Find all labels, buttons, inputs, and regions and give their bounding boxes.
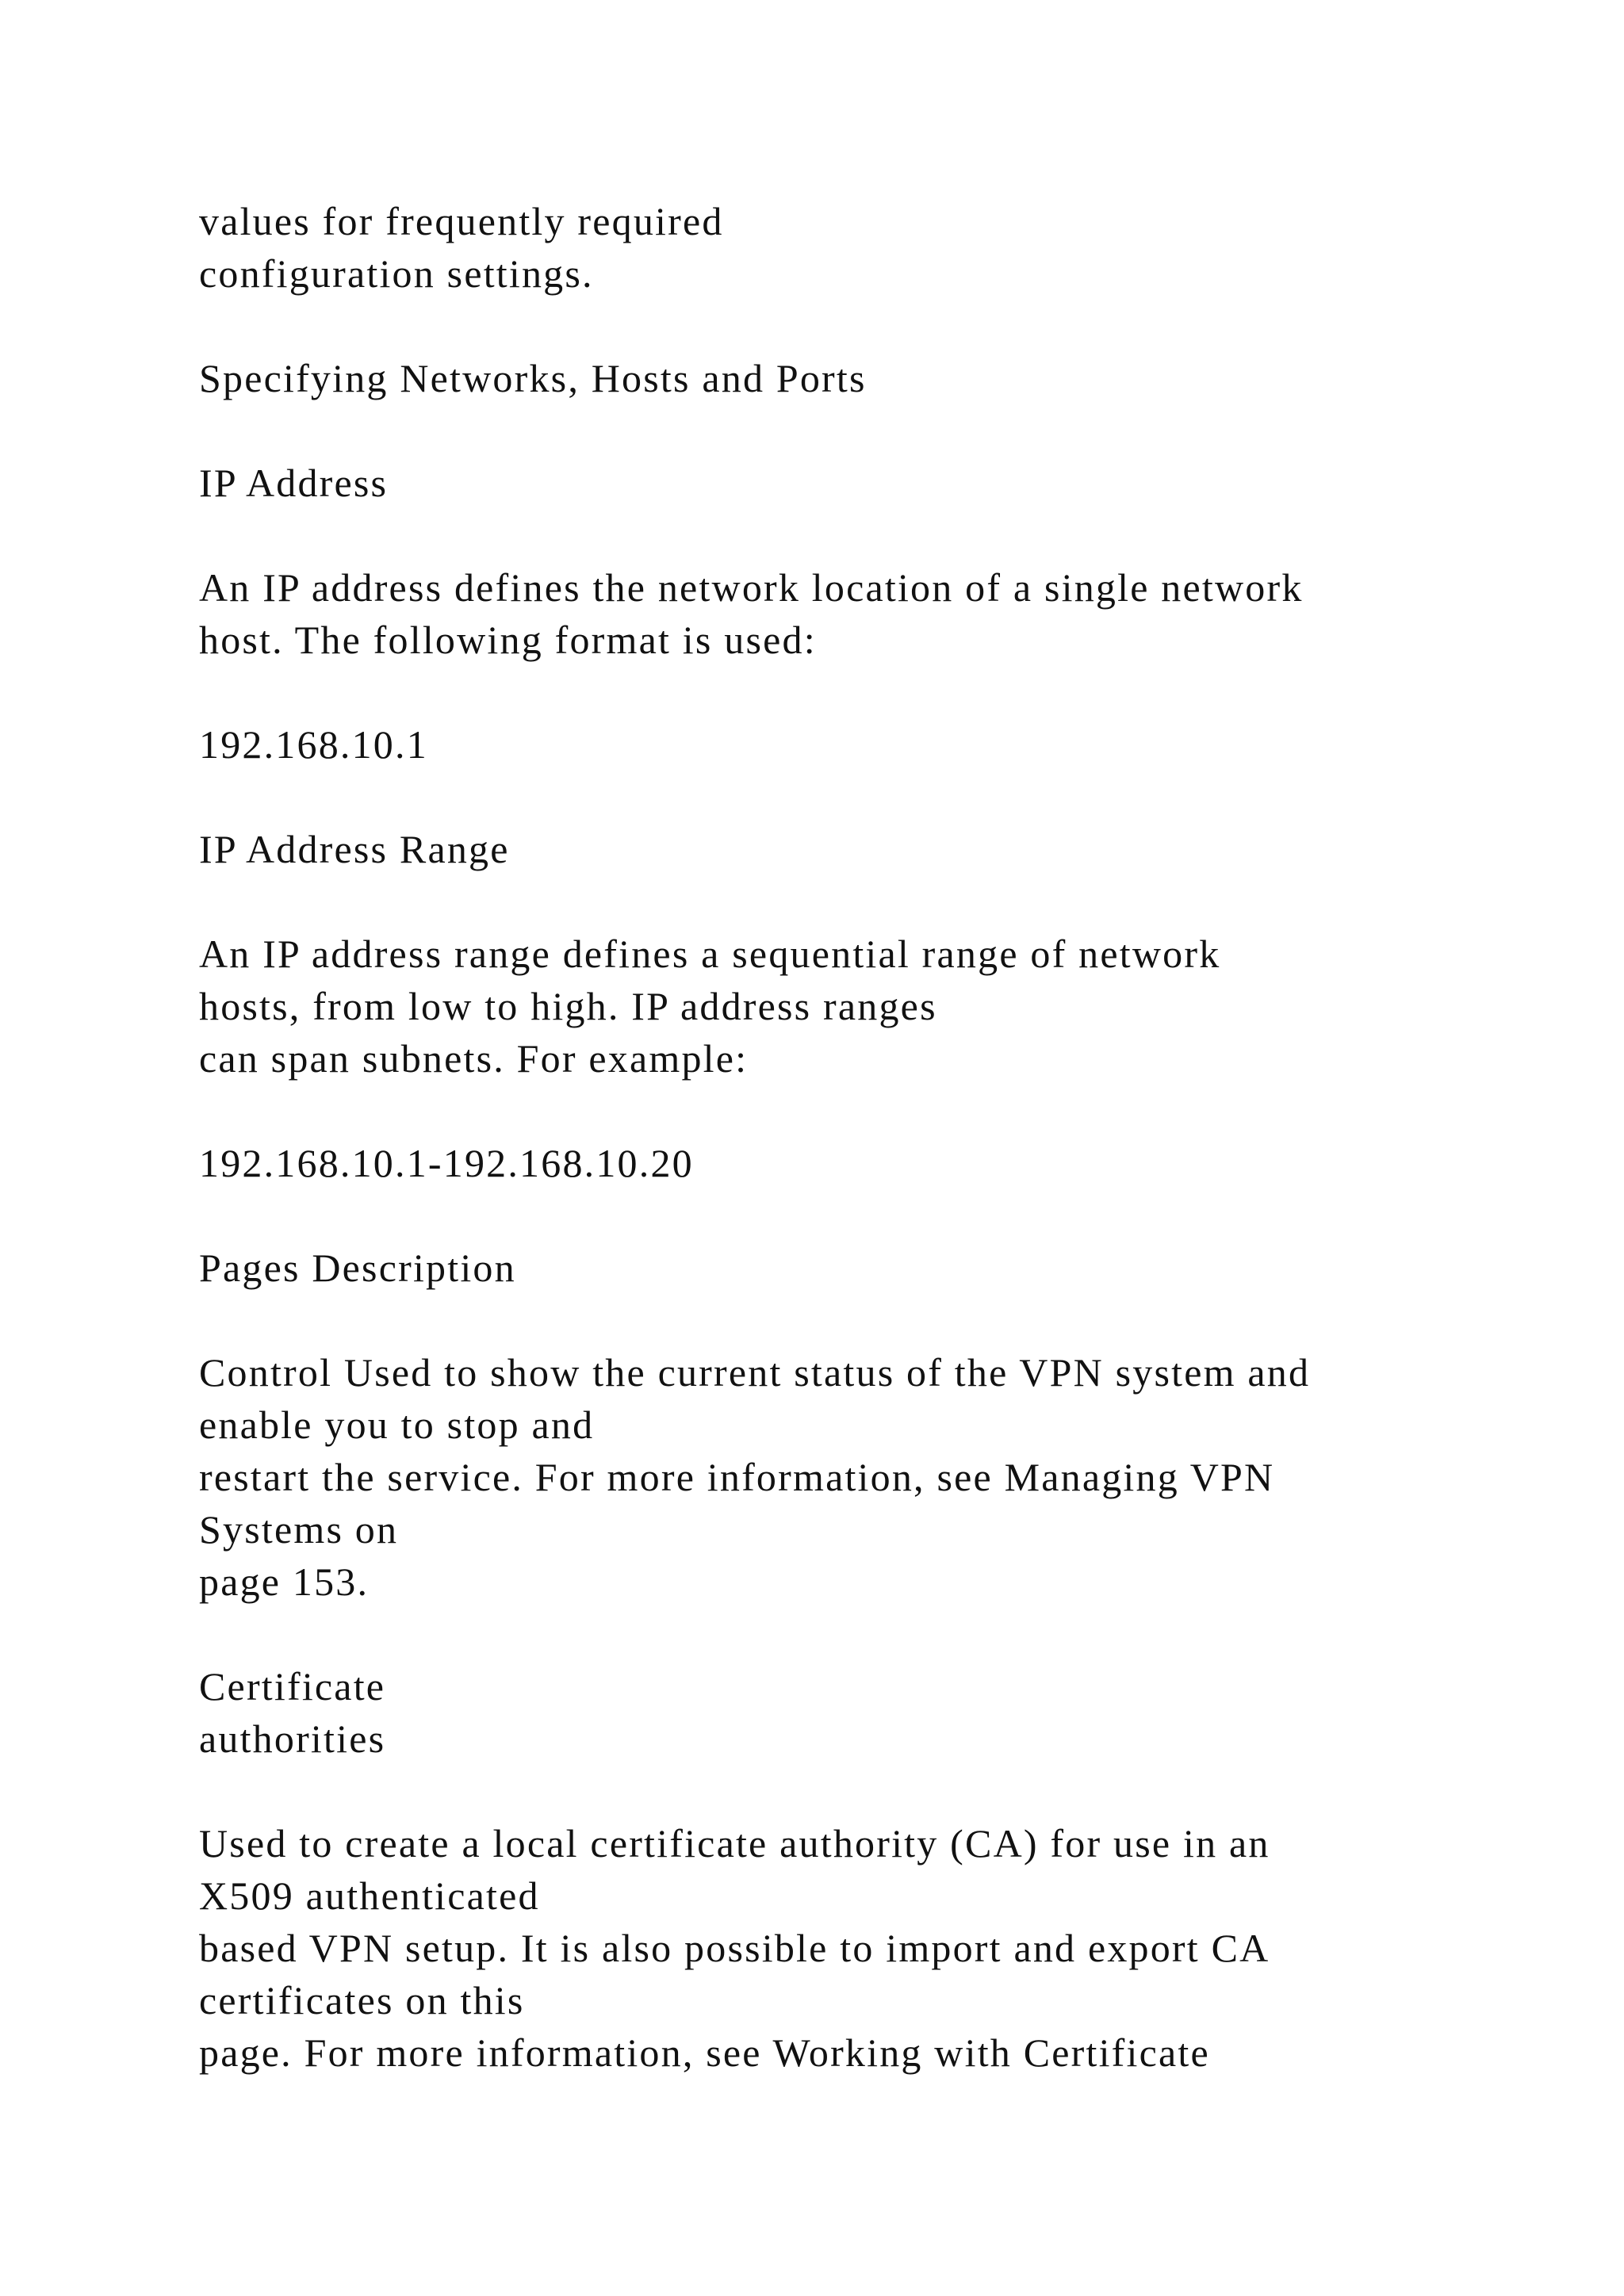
body-line: Control Used to show the current status of the VPN system and: [199, 1350, 1311, 1395]
blank-line: [199, 300, 1547, 352]
body-line: X509 authenticated: [199, 1873, 540, 1918]
body-line: certificates on this: [199, 1978, 525, 2022]
body-line: Systems on: [199, 1507, 399, 1552]
term-certificate: Certificate: [199, 1664, 386, 1709]
blank-line: [199, 1085, 1547, 1137]
blank-line: [199, 771, 1547, 823]
subheading-ip-address: IP Address: [199, 461, 389, 505]
body-line: hosts, from low to high. IP address ranges: [199, 984, 937, 1028]
body-line: values for frequently required: [199, 199, 724, 243]
body-line: configuration settings.: [199, 251, 594, 296]
body-line: enable you to stop and: [199, 1402, 595, 1447]
body-line: page 153.: [199, 1559, 370, 1604]
body-line: page. For more information, see Working with Certificate: [199, 2030, 1210, 2075]
blank-line: [199, 509, 1547, 561]
blank-line: [199, 666, 1547, 718]
table-header: Pages Description: [199, 1246, 516, 1290]
section-heading: Specifying Networks, Hosts and Ports: [199, 356, 867, 400]
blank-line: [199, 1189, 1547, 1242]
body-line: based VPN setup. It is also possible to import and export CA: [199, 1926, 1270, 1970]
subheading-ip-address-range: IP Address Range: [199, 827, 510, 871]
body-line: An IP address defines the network location of a single network: [199, 565, 1304, 610]
blank-line: [199, 1294, 1547, 1346]
term-authorities: authorities: [199, 1716, 386, 1761]
body-line: host. The following format is used:: [199, 618, 817, 662]
example-ip-address: 192.168.10.1: [199, 722, 428, 767]
body-line: restart the service. For more information, see Managing VPN: [199, 1455, 1275, 1499]
body-line: An IP address range defines a sequential range of network: [199, 932, 1221, 976]
document-body: [199, 195, 1547, 2079]
body-line: can span subnets. For example:: [199, 1036, 749, 1081]
blank-line: [199, 875, 1547, 928]
blank-line: [199, 1765, 1547, 1817]
body-line: Used to create a local certificate authority (CA) for use in an: [199, 1821, 1270, 1866]
blank-line: [199, 1608, 1547, 1660]
example-ip-range: 192.168.10.1-192.168.10.20: [199, 1141, 694, 1185]
blank-line: [199, 404, 1547, 457]
